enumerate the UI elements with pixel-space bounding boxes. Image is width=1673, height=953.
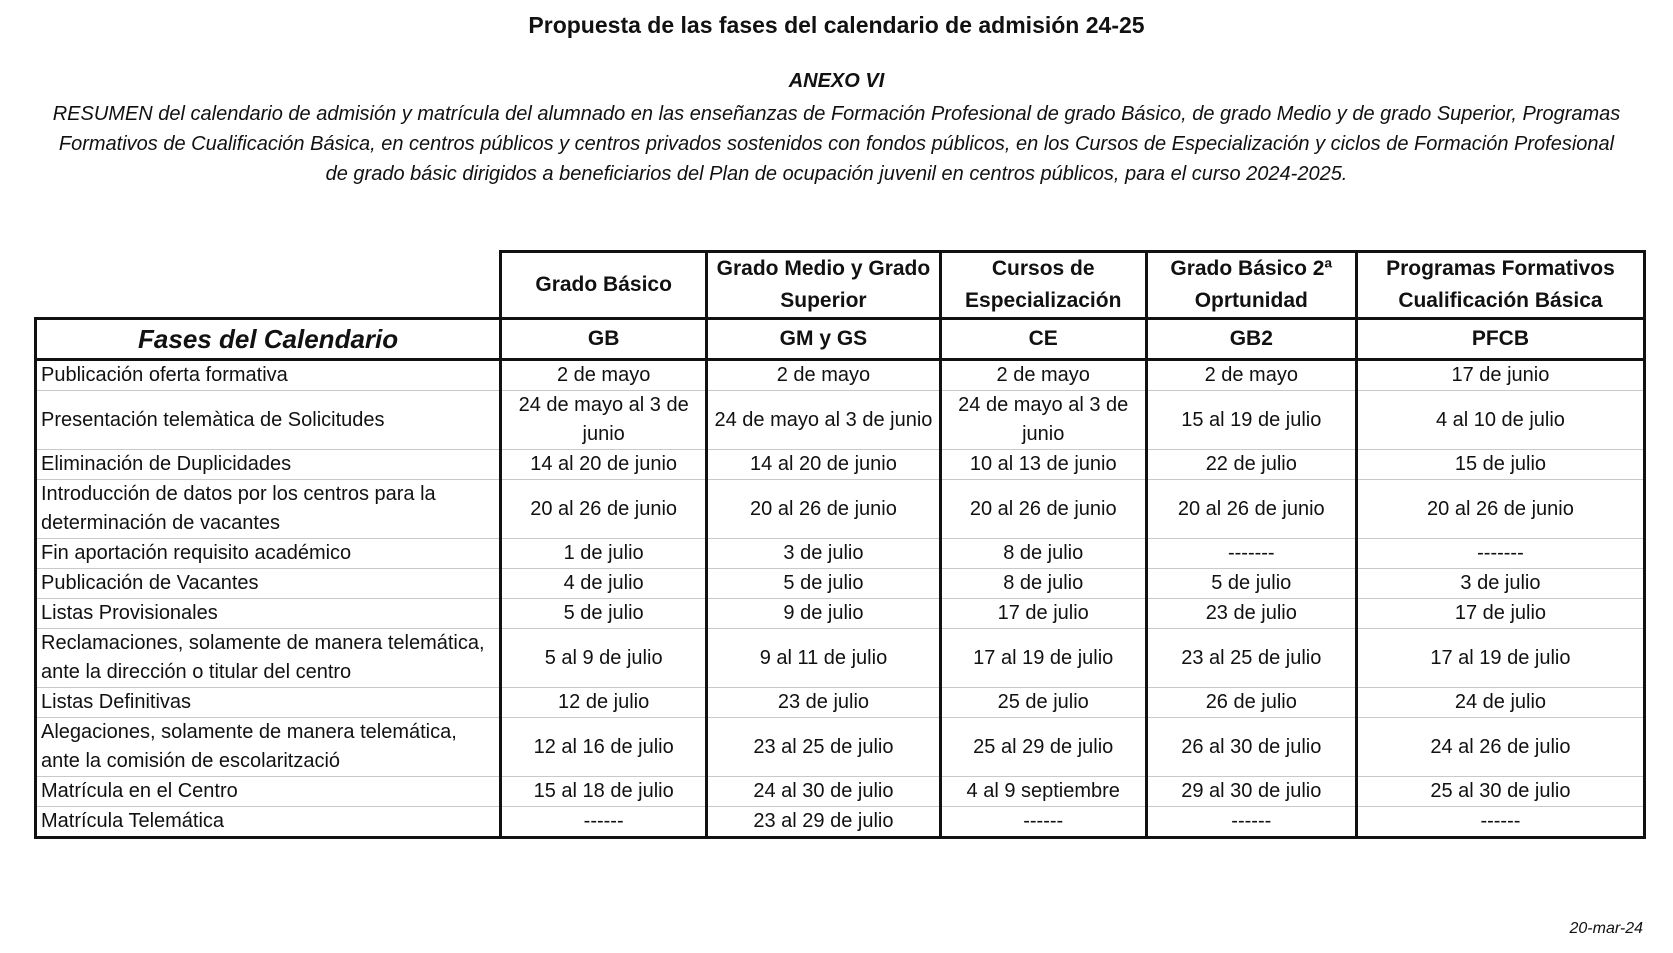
date-cell: 15 al 19 de julio (1146, 391, 1356, 450)
phase-cell: Listas Provisionales (36, 599, 501, 629)
table-row (36, 629, 1645, 688)
date-cell: 12 de julio (501, 688, 707, 718)
date-cell: ------ (940, 807, 1146, 838)
date-cell: 3 de julio (1356, 569, 1644, 599)
column-header-name: Grado Medio y Grado Superior (707, 252, 941, 319)
date-cell: 5 al 9 de julio (501, 629, 707, 688)
table-row (36, 777, 1645, 807)
date-cell: ------- (1356, 539, 1644, 569)
phase-cell: Eliminación de Duplicidades (36, 450, 501, 480)
column-header-code: PFCB (1356, 319, 1644, 360)
admission-calendar-table (34, 250, 1646, 839)
date-cell: 17 al 19 de julio (1356, 629, 1644, 688)
date-cell: 23 de julio (707, 688, 941, 718)
table-row (36, 450, 1645, 480)
table-row (36, 688, 1645, 718)
date-cell: 25 de julio (940, 688, 1146, 718)
date-cell: 20 al 26 de junio (1356, 480, 1644, 539)
table-row (36, 718, 1645, 777)
phase-cell: Fin aportación requisito académico (36, 539, 501, 569)
phases-header: Fases del Calendario (36, 319, 501, 360)
date-cell: 2 de mayo (940, 360, 1146, 391)
phase-cell: Publicación oferta formativa (36, 360, 501, 391)
date-cell: 24 de julio (1356, 688, 1644, 718)
phase-cell: Reclamaciones, solamente de manera telemática, ante la dirección o titular del centro (36, 629, 501, 688)
table-row (36, 360, 1645, 391)
date-cell: 20 al 26 de junio (1146, 480, 1356, 539)
table-row (36, 807, 1645, 838)
table-row (36, 599, 1645, 629)
phase-cell: Alegaciones, solamente de manera telemática, ante la comisión de escolarització (36, 718, 501, 777)
date-cell: 23 de julio (1146, 599, 1356, 629)
date-cell: 10 al 13 de junio (940, 450, 1146, 480)
date-cell: ------ (1356, 807, 1644, 838)
date-cell: 17 de julio (940, 599, 1146, 629)
phase-cell: Introducción de datos por los centros para la determinación de vacantes (36, 480, 501, 539)
calendar-body (36, 360, 1645, 838)
table-row (36, 480, 1645, 539)
table-row (36, 569, 1645, 599)
column-header-name: Grado Básico (501, 252, 707, 319)
date-cell: 3 de julio (707, 539, 941, 569)
date-cell: 4 de julio (501, 569, 707, 599)
column-names-row (36, 252, 1645, 319)
phase-cell: Listas Definitivas (36, 688, 501, 718)
date-cell: 24 al 26 de julio (1356, 718, 1644, 777)
table-row (36, 391, 1645, 450)
phase-cell: Matrícula Telemática (36, 807, 501, 838)
date-cell: 15 al 18 de julio (501, 777, 707, 807)
column-header-name: Grado Básico 2ª Oprtunidad (1146, 252, 1356, 319)
date-cell: 25 al 30 de julio (1356, 777, 1644, 807)
date-cell: 1 de julio (501, 539, 707, 569)
date-cell: 20 al 26 de junio (707, 480, 941, 539)
column-header-code: GB2 (1146, 319, 1356, 360)
date-cell: 17 al 19 de julio (940, 629, 1146, 688)
date-cell: 8 de julio (940, 569, 1146, 599)
date-cell: 5 de julio (501, 599, 707, 629)
date-cell: 25 al 29 de julio (940, 718, 1146, 777)
annex-label: ANEXO VI (788, 70, 885, 92)
date-cell: 20 al 26 de junio (940, 480, 1146, 539)
date-cell: 12 al 16 de julio (501, 718, 707, 777)
date-cell: 23 al 29 de julio (707, 807, 941, 838)
date-cell: ------- (1146, 539, 1356, 569)
date-cell: 22 de julio (1146, 450, 1356, 480)
date-cell: 23 al 25 de julio (707, 718, 941, 777)
table-row (36, 539, 1645, 569)
date-cell: 26 al 30 de julio (1146, 718, 1356, 777)
document-title: Propuesta de las fases del calendario de admisión 24-25 (528, 12, 1145, 38)
date-cell: 23 al 25 de julio (1146, 629, 1356, 688)
phase-cell: Matrícula en el Centro (36, 777, 501, 807)
summary-paragraph: RESUMEN del calendario de admisión y matrícula del alumnado en las enseñanzas de Formación Profesional de grado Básico, de grado Medio y de grado Superior, Programas Formativos de Cualificación Básica, en centros públicos y centros privados sostenidos con fondos públicos, en los Cursos de Especialización y ciclos de Formación Profesional de grado básic dirigidos a beneficiarios del Plan de ocupación juvenil en centros públicos, para el curso 2024-2025. (52, 103, 1621, 185)
date-cell: 9 al 11 de julio (707, 629, 941, 688)
date-cell: 14 al 20 de junio (707, 450, 941, 480)
date-cell: 26 de julio (1146, 688, 1356, 718)
date-cell: 5 de julio (1146, 569, 1356, 599)
date-cell: 5 de julio (707, 569, 941, 599)
date-cell: 29 al 30 de julio (1146, 777, 1356, 807)
date-cell: 9 de julio (707, 599, 941, 629)
date-cell: 24 de mayo al 3 de junio (940, 391, 1146, 450)
phase-cell: Presentación telemàtica de Solicitudes (36, 391, 501, 450)
column-header-code: GB (501, 319, 707, 360)
date-cell: 24 al 30 de julio (707, 777, 941, 807)
date-cell: 24 de mayo al 3 de junio (501, 391, 707, 450)
date-cell: 2 de mayo (1146, 360, 1356, 391)
date-cell: 24 de mayo al 3 de junio (707, 391, 941, 450)
date-cell: 2 de mayo (707, 360, 941, 391)
date-cell: 17 de julio (1356, 599, 1644, 629)
date-cell: 4 al 9 septiembre (940, 777, 1146, 807)
date-cell: 15 de julio (1356, 450, 1644, 480)
date-cell: 14 al 20 de junio (501, 450, 707, 480)
date-cell: 2 de mayo (501, 360, 707, 391)
date-cell: ------ (1146, 807, 1356, 838)
column-header-name: Programas Formativos Cualificación Básica (1356, 252, 1644, 319)
column-codes-row (36, 319, 1645, 360)
date-cell: 17 de junio (1356, 360, 1644, 391)
date-cell: 20 al 26 de junio (501, 480, 707, 539)
column-header-code: GM y GS (707, 319, 941, 360)
phase-cell: Publicación de Vacantes (36, 569, 501, 599)
date-cell: 4 al 10 de julio (1356, 391, 1644, 450)
column-header-code: CE (940, 319, 1146, 360)
header-blank-cell (36, 252, 501, 319)
footer-date: 20-mar-24 (1569, 920, 1643, 937)
date-cell: 8 de julio (940, 539, 1146, 569)
date-cell: ------ (501, 807, 707, 838)
column-header-name: Cursos de Especialización (940, 252, 1146, 319)
